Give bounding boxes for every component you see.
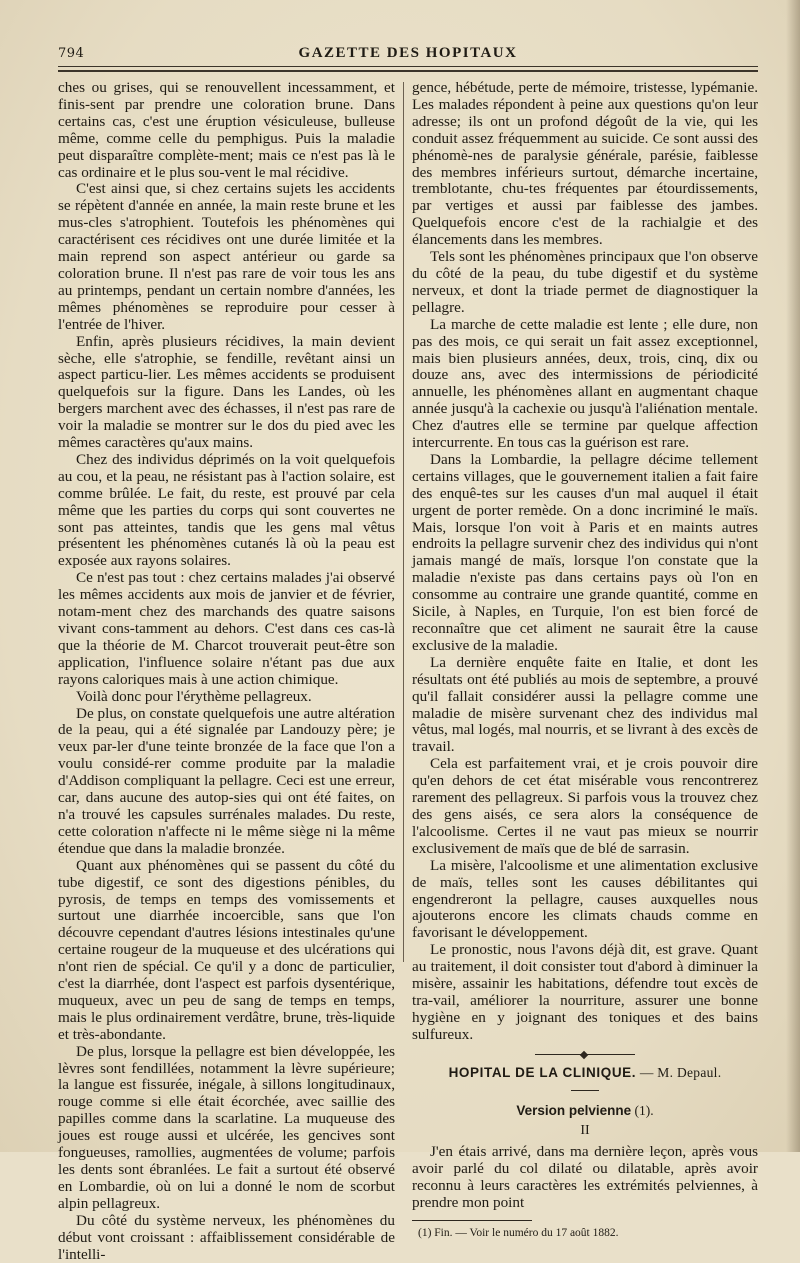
page-edge-shadow: [786, 0, 800, 1152]
paragraph: Enfin, après plusieurs récidives, la main devient sèche, elle s'atrophie, se fendille, revêtant ainsi un aspect particu-lier. Les mêmes accidents se produisent quelquefois sur la figure. Dans les Landes, où les bergers marchent avec des échasses, il n'est pas rare de voir la maladie se montrer sur le dos du pied avec les mêmes caractères qu'aux mains.: [58, 332, 395, 452]
paragraph: Ce n'est pas tout : chez certains malades j'ai observé les mêmes accidents aux mois de janvier et de février, notam-ment chez des marchands des quatre saisons vivant cons-tamment au dehors. C'est dans ces cas-là que la théorie de M. Charcot trouverait peut-être son application, l'influence solaire n'étant pas due aux rayons caloriques mais à une action chimique.: [58, 569, 395, 688]
paragraph: Du côté du système nerveux, les phénomènes du début vont croissant : affaiblissement considérable de l'intelli-: [58, 1211, 395, 1263]
column-divider: [403, 82, 404, 962]
paragraph: De plus, on constate quelquefois une autre altération de la peau, qui a été signalée par Landouzy père; je veux par-ler d'une teinte bronzée de la face que l'on a voulu considé-rer comme produite par la maladie d'Addison compliquant la pellagre. Ceci est une erreur, car, dans aucune des autop-sies qui ont été faites, on n'a trouvé les capsules surrénales malades. Du reste, cette coloration n'affecte ni le même siège ni la même étendue que dans la maladie bronzée.: [58, 704, 395, 857]
paragraph: Cela est parfaitement vrai, et je crois pouvoir dire qu'en dehors de cet état misérable vous rencontrerez rarement des pellagreux. Si parfois vous la trouvez chez des gens aisés, ce sera alors la conséquence de l'alcoolisme. Certes il ne vaut pas mieux se nourrir exclusivement de maïs que de blé de sarrasin.: [412, 755, 758, 857]
paragraph: gence, hébétude, perte de mémoire, tristesse, lypémanie. Les malades répondent à peine aux questions qu'on leur adresse; ils ont un profond dégoût de la vie, qui les conduit assez fréquemment au suicide. Ce sont aussi des phénomè-nes de paralysie générale, parésie, faiblesse des membres inférieurs surtout, démarche incertaine, tremblotante, chu-tes fréquentes par étourdissements, par vertiges et aussi par faiblesse des jambes. Quelquefois encore c'est de la rachialgie et des élancements dans les membres.: [412, 79, 758, 249]
paragraph: C'est ainsi que, si chez certains sujets les accidents se répètent d'année en année, la main reste brune et les mus-cles s'atrophient. Toutefois les phénomènes qui caractérisent ces récidives ont une durée limitée et la main reprend son aspect antérieur ou garde sa coloration brune. Il n'est pas rare de voir tous les ans au printemps, pendant un certain nombre d'années, les mêmes phénomènes se reproduire pour cesser à l'entrée de l'hiver.: [58, 180, 395, 333]
paragraph: La marche de cette maladie est lente ; elle dure, non pas des mois, ce qui serait un fait assez exceptionnel, mais bien plusieurs années, deux, trois, cinq, dix ou douze ans, avec des intermissions de périodicité annuelle, les phénomènes allant en augmentant chaque année jusqu'à la cachexie ou jusqu'à l'aliénation mentale. Chez d'autres elle se termine par quelque affection intercurrente. En tous cas la guérison est rare.: [412, 315, 758, 452]
hospital-name: HOPITAL DE LA CLINIQUE.: [448, 1064, 637, 1080]
paragraph: Tels sont les phénomènes principaux que l'on observe du côté de la peau, du tube digestif et du système nerveux, et dont la triade permet de diagnostiquer la pellagre.: [412, 248, 758, 316]
paragraph: De plus, lorsque la pellagre est bien développée, les lèvres sont fendillées, notamment la lèvre supérieure; la langue est fissurée, inégale, à sillons longitudinaux, rouge comme si elle était écorchée, avec saillie des papilles comme dans la scarlatine. La muqueuse des joues est rouge aussi et ulcérée, les gencives sont fongueuses, ramollies, augmentées de volume; parfois les dents sont ébranlées. Le fait a surtout été observé en Lombardie, où on lui a donné le nom de scorbut alpin pellagreux.: [58, 1042, 395, 1212]
lecture-number: II: [580, 1123, 590, 1139]
paragraph: La misère, l'alcoolisme et une alimentation exclusive de maïs, telles sont les causes débilitantes qui engendreront la pellagre, causes auxquelles nous ajouterons encore les climats chauds comme en favorisant le développement.: [412, 856, 758, 942]
footnote: (1) Fin. — Voir le numéro du 17 août 1882.: [418, 1227, 619, 1239]
lecture-title-text: Version pelvienne: [516, 1102, 632, 1118]
section-separator: [535, 1054, 635, 1055]
running-title: GAZETTE DES HOPITAUX: [298, 45, 518, 61]
heading-rule: [571, 1090, 599, 1091]
right-column: [412, 80, 758, 1240]
paragraph: Quant aux phénomènes qui se passent du côté du tube digestif, ce sont des digestions pénibles, du pyrosis, de temps en temps des vomissements et surtout une diarrhée incoercible, sans que l'on découvre cependant d'autres lésions intestinales qu'une certaine rougeur de la muqueuse et des ulcérations qui n'ont rien de spécial. Ce qu'il y a donc de particulier, c'est la diarrhée, dont l'aspect est parfois dysentérique, muqueux, avec un peu de sang de temps en temps, mais le plus ordinairement verdâtre, brune, très-liquide et très-abondante.: [58, 856, 395, 1043]
paragraph: Le pronostic, nous l'avons déjà dit, est grave. Quant au traitement, il doit consister tout d'abord à diminuer la misère, assainir les habitations, défendre tout excès de tra-vail, améliorer la nourriture, assurer une bonne hygiène en y joignant des toniques et des bains sulfureux.: [412, 941, 758, 1043]
section-heading: [412, 1065, 758, 1082]
header-double-rule: [58, 70, 758, 72]
paragraph: ches ou grises, qui se renouvellent incessamment, et finis-sent par prendre une coloration brune. Dans certains cas, c'est une éruption vésiculeuse, bulleuse même, comme celle du pemphigus. Puis la maladie peut disparaître complète-ment; mais ce n'est pas là le cas ordinaire et le plus sou-vent le mal récidive.: [58, 79, 395, 181]
lecture-title: [412, 1103, 758, 1120]
footnote-rule: [412, 1220, 532, 1221]
footnote-ref: (1).: [631, 1102, 654, 1118]
author-name: — M. Depaul.: [636, 1064, 722, 1080]
page-header: [58, 44, 758, 66]
paragraph: Chez des individus déprimés on la voit quelquefois au cou, et la peau, ne résistant pas à l'action solaire, est comme brûlée. Le fait, du reste, est prouvé par cela même que les parties du corps qui sont couvertes ne sont pas atteintes, tandis que les gens mal vêtus présentent les phénomènes cutanés là où la peau est exposée aux rayons solaires.: [58, 450, 395, 570]
paragraph: La dernière enquête faite en Italie, et dont les résultats ont été publiés au mois de septembre, a prouvé qu'il fallait considérer aussi la pellagre comme une maladie de misère survenant chez des individus mal vêtus, mal logés, mal nourris, et se livrant à des excès de travail.: [412, 653, 758, 756]
header-rule: [58, 66, 758, 67]
paragraph: Dans la Lombardie, la pellagre décime tellement certains villages, que le gouvernement italien a fait faire des enquê-tes sur les causes d'un mal auquel il était urgent de porter remède. On a donc incriminé le maïs. Mais, lorsque l'on voit à Paris et en maints autres endroits la pellagre survenir chez des individus qui n'ont jamais mangé de maïs, lorsque l'on constate que la maladie n'existe pas dans certains pays où l'on en consomme au contraire une grande quantité, comme en Sicile, à Naples, en Turquie, l'on est bien forcé de reconnaître que cet aliment ne saurait être la cause exclusive de la maladie.: [412, 450, 758, 654]
paragraph: J'en étais arrivé, dans ma dernière leçon, après vous avoir parlé du col dilaté ou dilatable, après avoir reconnu à leurs caractères les extrémités pelviennes, à prendre mon point: [412, 1143, 758, 1212]
paragraph: Voilà donc pour l'érythème pellagreux.: [76, 687, 312, 705]
page-number: 794: [58, 46, 85, 61]
left-column: [58, 80, 395, 1263]
